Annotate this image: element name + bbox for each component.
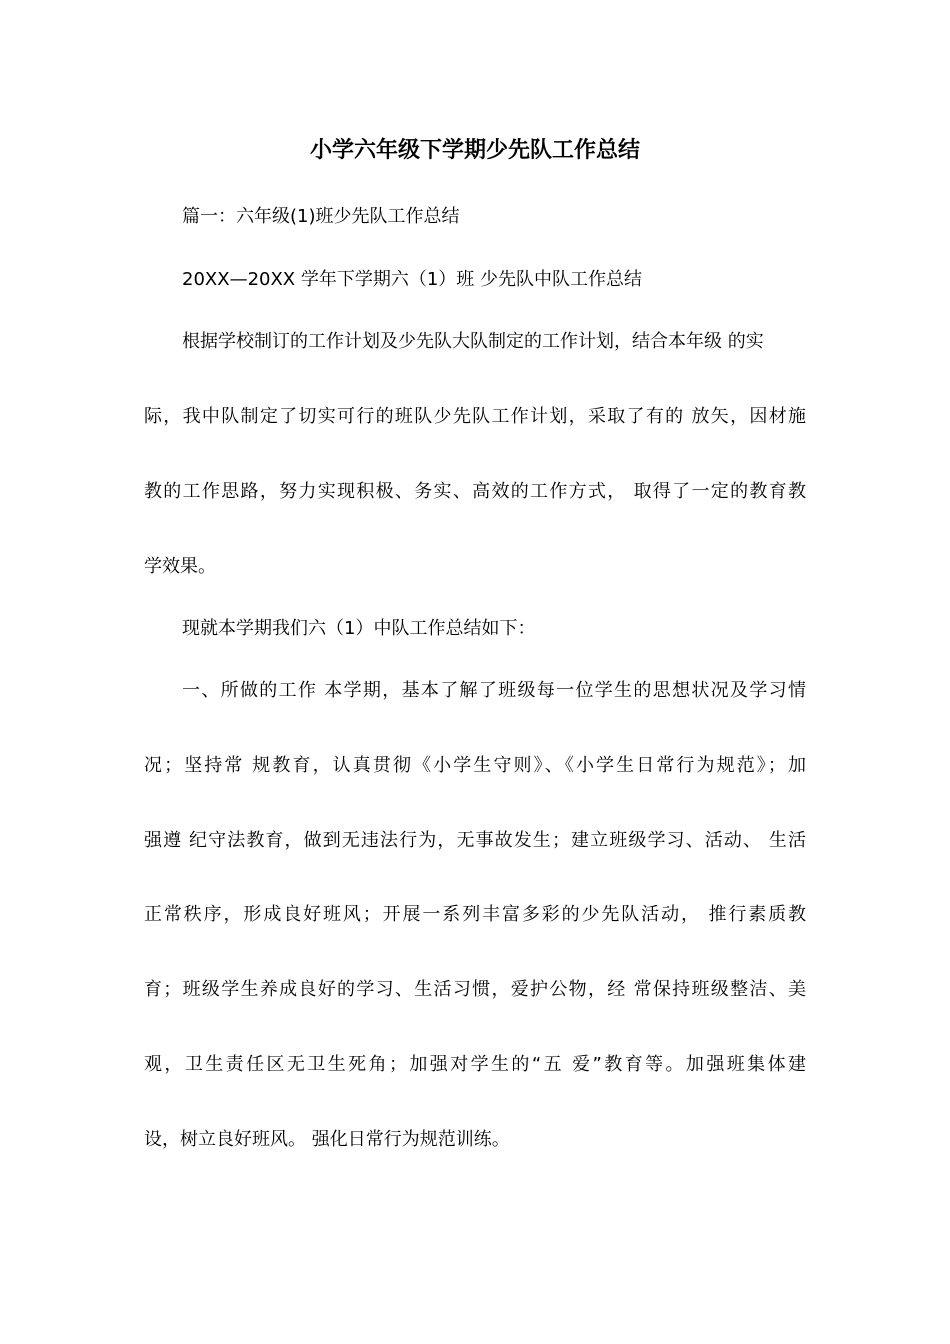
paragraph-line: 强遵 纪守法教育，做到无违法行为，无事故发生；建立班级学习、活动、 生活 bbox=[144, 830, 806, 851]
document-title: 小学六年级下学期少先队工作总结 bbox=[309, 138, 640, 163]
paragraph-line: 正常秩序，形成良好班风；开展一系列丰富多彩的少先队活动， 推行素质教 bbox=[144, 904, 806, 925]
section-subtitle: 篇一：六年级(1)班少先队工作总结 bbox=[182, 206, 460, 227]
section-heading: 20XX—20XX 学年下学期六（1）班 少先队中队工作总结 bbox=[182, 269, 643, 290]
paragraph-line: 际，我中队制定了切实可行的班队少先队工作计划，采取了有的 放矢，因材施 bbox=[144, 406, 806, 427]
paragraph-line: 一、所做的工作 本学期，基本了解了班级每一位学生的思想状况及学习情 bbox=[182, 680, 806, 701]
paragraph-line: 学效果。 bbox=[144, 556, 216, 577]
intro-line: 现就本学期我们六（1）中队工作总结如下： bbox=[182, 618, 536, 639]
paragraph-line: 教的工作思路，努力实现积极、务实、高效的工作方式， 取得了一定的教育教 bbox=[144, 481, 806, 502]
paragraph-line: 根据学校制订的工作计划及少先队大队制定的工作计划，结合本年级 的实 bbox=[182, 331, 764, 352]
paragraph-line: 况；坚持常 规教育，认真贯彻《小学生守则》、《小学生日常行为规范》；加 bbox=[144, 755, 806, 776]
paragraph-line: 育；班级学生养成良好的学习、生活习惯，爱护公物，经 常保持班级整洁、美 bbox=[144, 979, 806, 1000]
paragraph-line: 设，树立良好班风。 强化日常行为规范训练。 bbox=[144, 1129, 510, 1150]
paragraph-line: 观，卫生责任区无卫生死角；加强对学生的“五 爱”教育等。加强班集体建 bbox=[144, 1054, 806, 1075]
